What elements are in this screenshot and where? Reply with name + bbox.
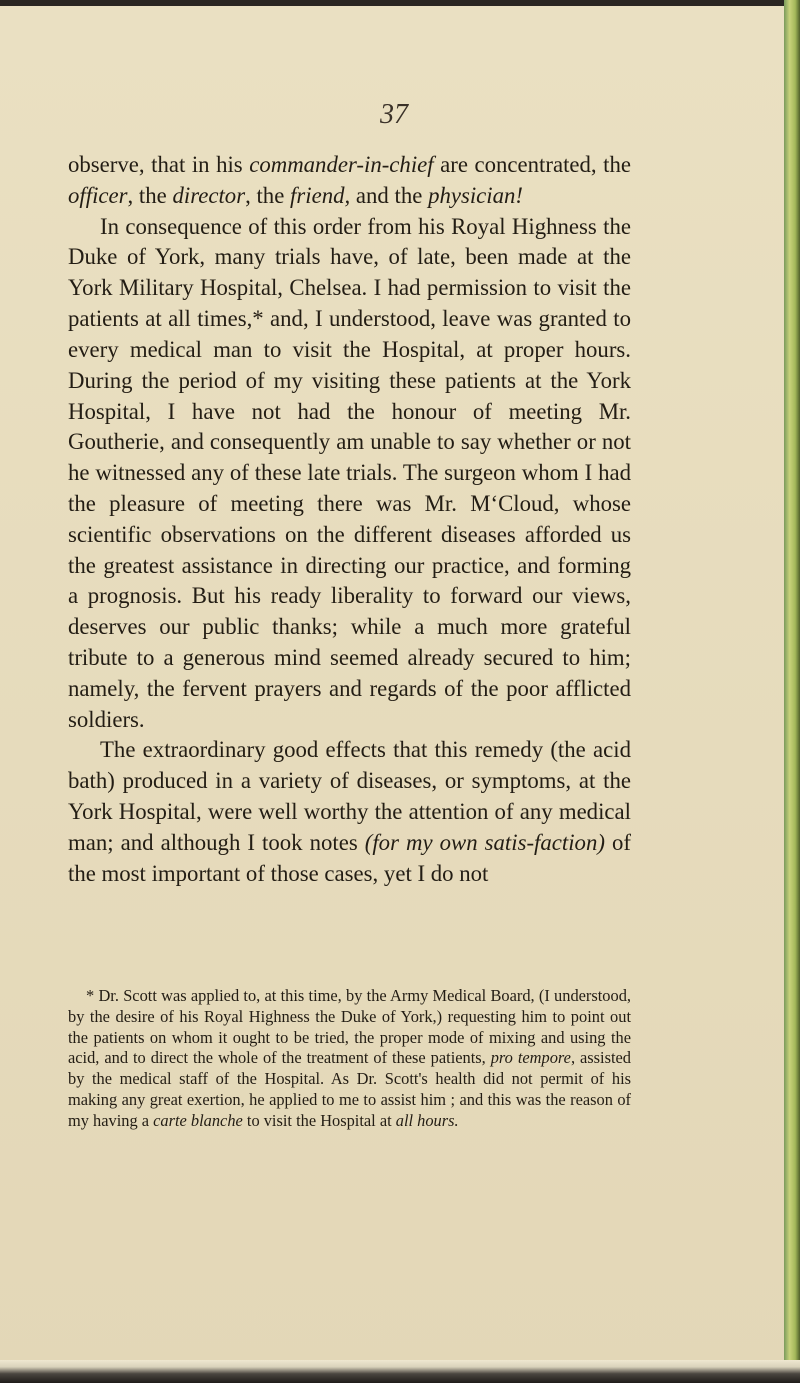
italic-run: pro tempore (490, 1048, 571, 1068)
page-number: 37 (380, 99, 408, 130)
paragraph-2 (68, 212, 631, 736)
text-run: In consequence of this order from his Royal Highness the Duke of York, many trials have, of late, been made at the York Military Hospital, Chelsea. I had permission to visit the patients at all times,* and, I understood, leave was granted to every medical man to visit the Hospital, at proper hours. During the period of my visiting these patients at the York Hospital, I have not had the honour of meeting Mr. Goutherie, and consequently am unable to say whether or not he witnessed any of these late trials. The surgeon whom I had the pleasure of meeting there was Mr. M‘Cloud, whose scientific observations on the different diseases afforded us the greatest assistance in directing our practice, and forming a prognosis. But his ready liberality to forward our views, deserves our public thanks; while a much more grateful tribute to a generous mind seemed already secured to him; namely, the fervent prayers and regards of the poor afflicted soldiers. (68, 213, 631, 732)
text-run: , assisted by the medical staff of the Hospital. As Dr. Scott's health did not permit of his making any great exertion, he applied to me to assist him ; and this was the reason of my having a (68, 1048, 631, 1130)
footnote-text (68, 986, 631, 1132)
paragraph-3 (68, 735, 631, 889)
book-binding-edge (784, 0, 800, 1383)
text-run: observe, that in his (68, 152, 250, 177)
paragraph-1 (68, 150, 631, 212)
main-text (68, 150, 631, 890)
italic-run: carte blanche (153, 1110, 243, 1130)
text-run: , the (245, 182, 291, 208)
italic-run: physician! (428, 182, 524, 208)
text-run: and the (350, 182, 429, 208)
page-top-edge (0, 0, 800, 6)
italic-run: (for my own satis-faction) (364, 829, 605, 855)
footnote (68, 986, 631, 1132)
italic-run: officer (68, 182, 128, 208)
text-run: to visit the Hospital at (242, 1110, 396, 1130)
page-bottom-edge (0, 1360, 800, 1383)
text-run: , the (127, 182, 173, 208)
text-run: are concentrated, the (433, 152, 632, 177)
italic-run: all hours. (395, 1110, 459, 1130)
text-run: * Dr. Scott was applied to, at this time, by the Army Medical Board, (I understood, by the desire of his Royal Highness the Duke of York,) requesting him to point out the patients on whom it ought to be tried, the proper mode of mixing and using the acid, and to direct the whole of the treatment of these patients, (68, 986, 631, 1068)
text-run: of the most important of those cases, yet I do not (68, 829, 631, 886)
text-run: The extraordinary good effects that this remedy (the acid bath) produced in a variety of diseases, or symptoms, at the York Hospital, were well worthy the attention of any medical man; and although I took notes (68, 737, 631, 855)
italic-run: commander-in-chief (249, 152, 434, 177)
italic-run: friend, (290, 182, 351, 208)
italic-run: director (172, 182, 246, 208)
